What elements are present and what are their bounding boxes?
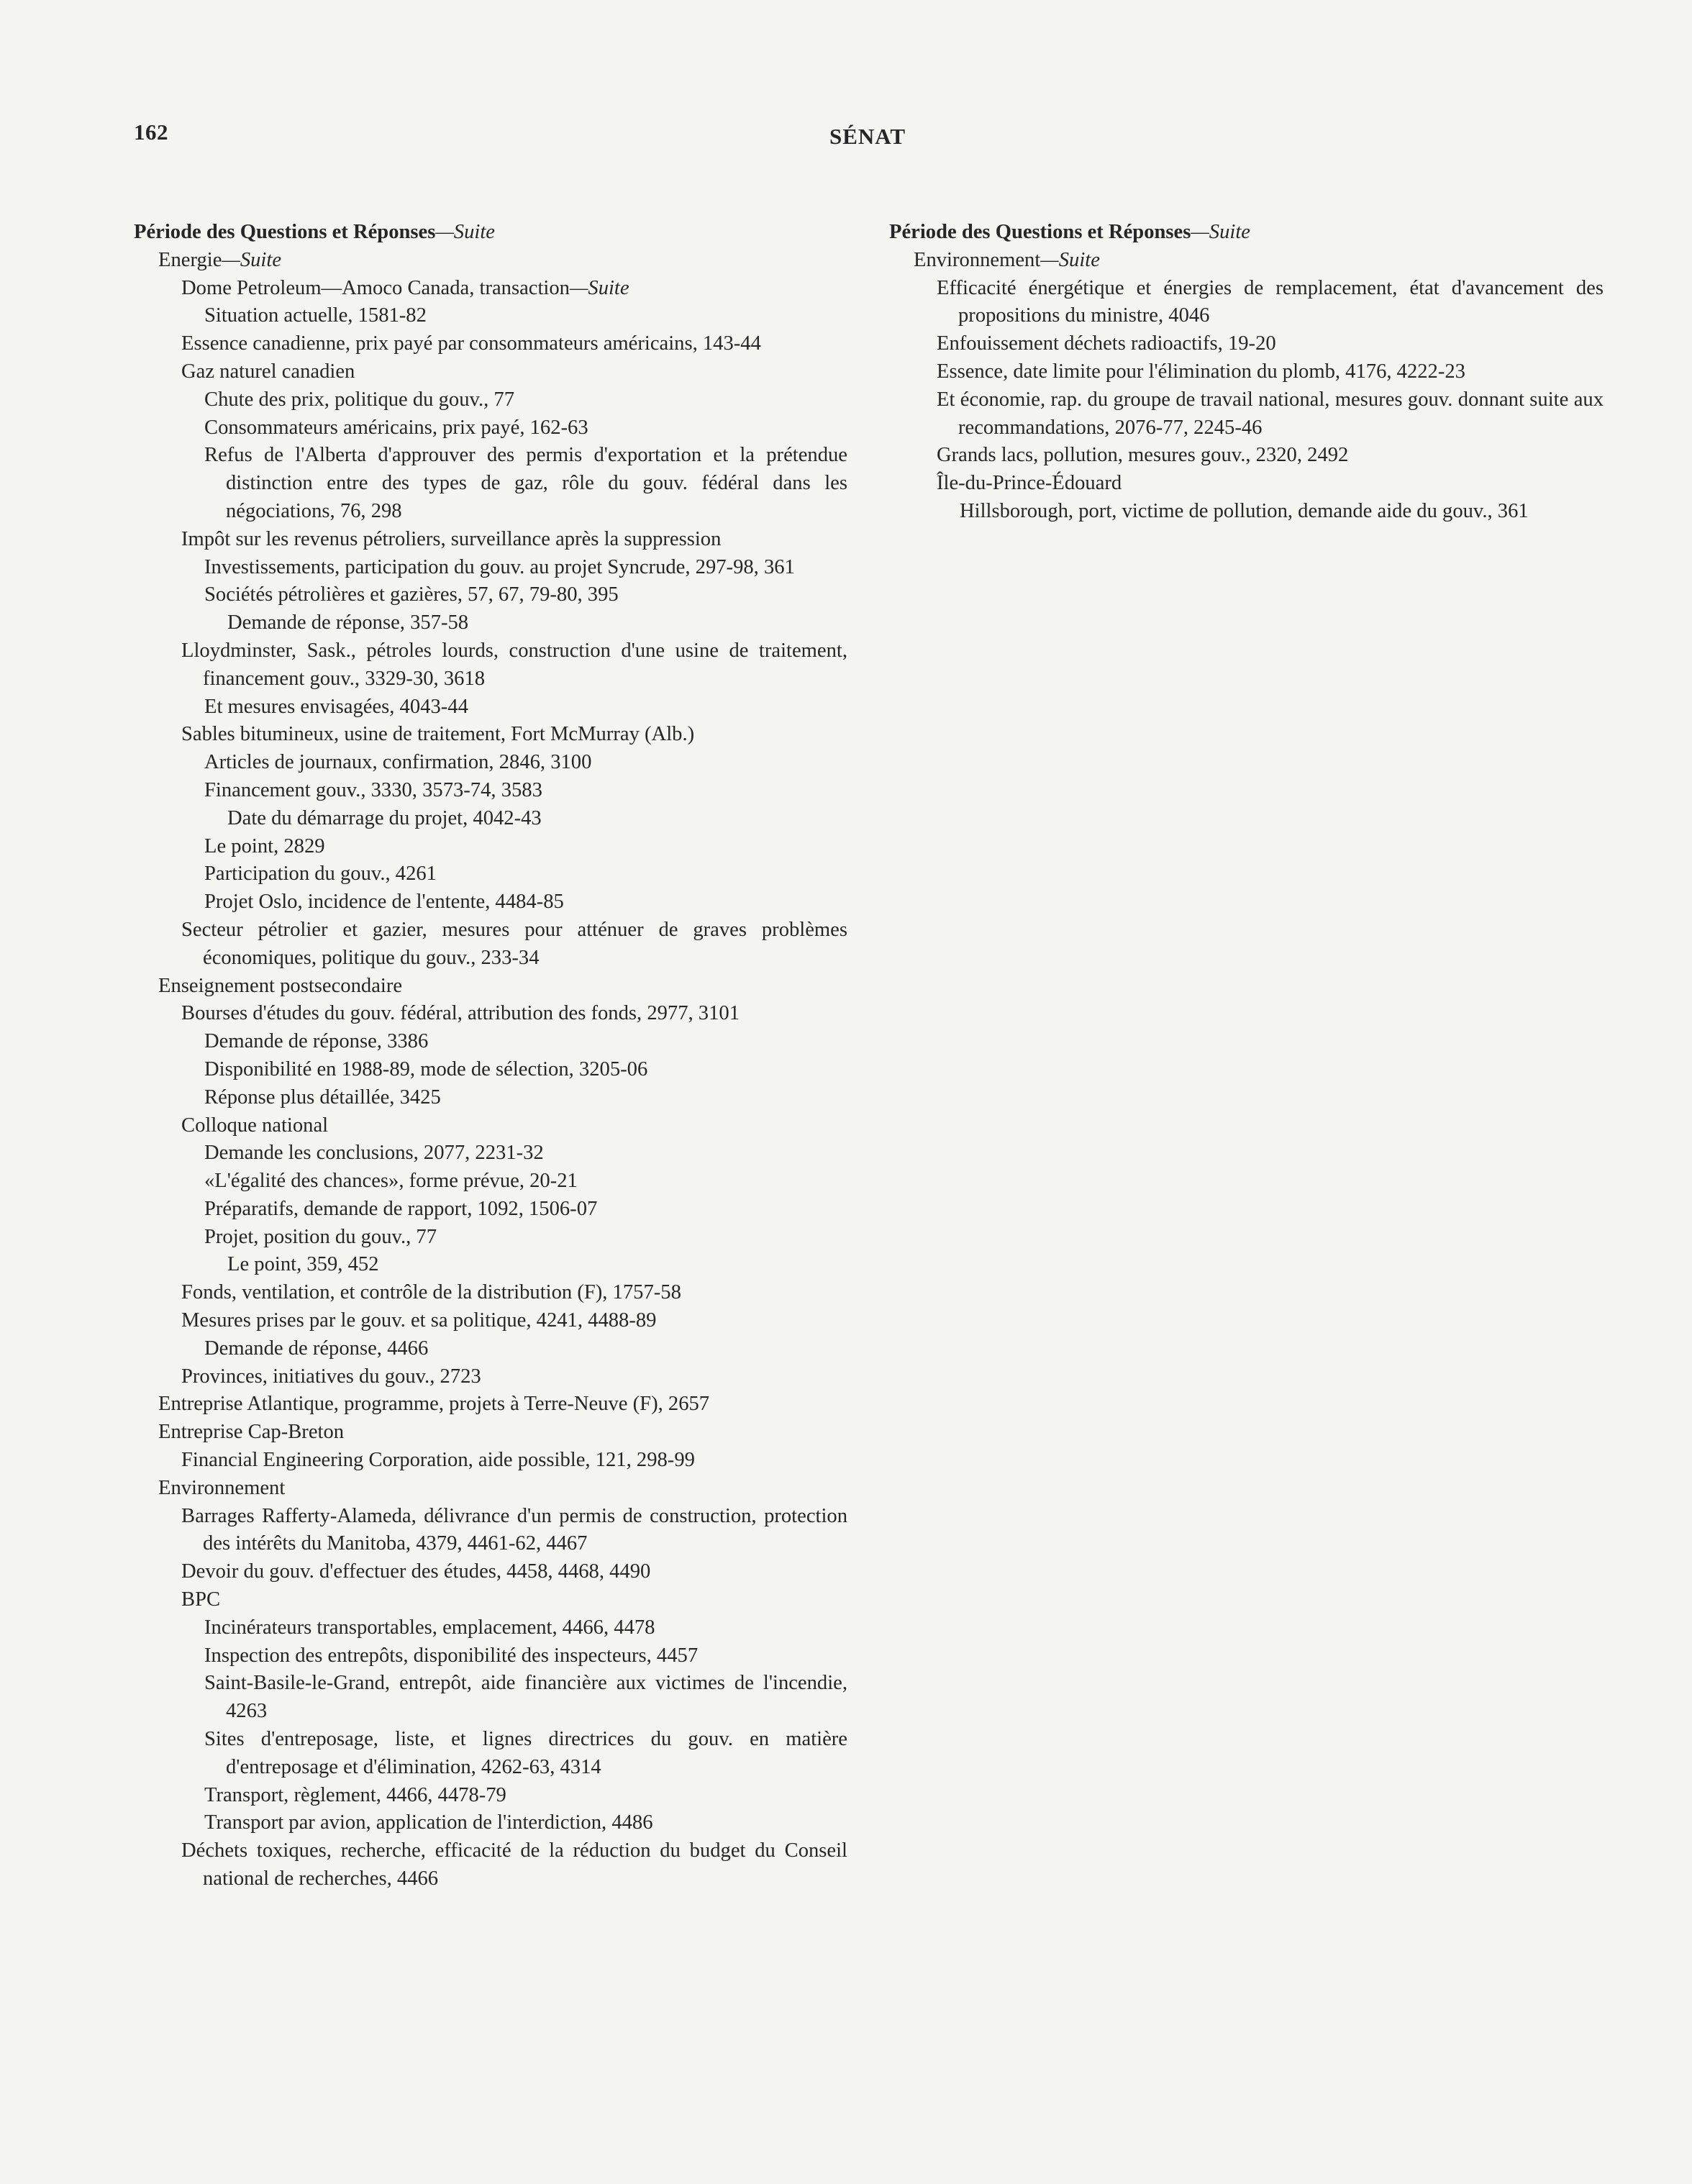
index-entry: [134, 1447, 847, 1475]
index-entry: [889, 386, 1604, 442]
index-column-left: [134, 219, 847, 1893]
index-entry: [134, 1782, 847, 1810]
index-entry: [134, 1112, 847, 1140]
index-entry: [134, 1363, 847, 1391]
index-heading: [889, 219, 1604, 247]
entry-text: Le point, 2829: [204, 834, 325, 857]
entry-text: Enfouissement déchets radioactifs, 19-20: [937, 332, 1276, 355]
entry-text: Investissements, participation du gouv. au projet Syncrude, 297-98, 361: [204, 555, 795, 578]
entry-text: Sables bitumineux, usine de traitement, Fort McMurray (Alb.): [181, 723, 695, 746]
entry-text: Déchets toxiques, recherche, efficacité de la réduction du budget du Conseil national de recherches, 4466: [181, 1839, 847, 1890]
index-entry: [889, 470, 1604, 498]
entry-text: Sites d'entreposage, liste, et lignes directrices du gouv. en matière d'entreposage et d'élimination, 4262-63, 4314: [204, 1728, 847, 1778]
entry-text: Entreprise Cap-Breton: [158, 1421, 345, 1444]
running-head: SÉNAT: [829, 124, 906, 149]
index-entry: [134, 1279, 847, 1307]
index-entry: [134, 386, 847, 414]
index-entry: [134, 1391, 847, 1419]
entry-text: Date du démarrage du projet, 4042-43: [227, 806, 542, 829]
entry-text: Bourses d'études du gouv. fédéral, attribution des fonds, 2977, 3101: [181, 1002, 740, 1025]
index-heading: [134, 219, 847, 247]
entry-text: Demande de réponse, 357-58: [227, 611, 469, 634]
index-entry: [134, 860, 847, 888]
entry-text: Sociétés pétrolières et gazières, 57, 67, 79-80, 395: [204, 583, 619, 606]
entry-text: Entreprise Atlantique, programme, projets à Terre-Neuve (F), 2657: [158, 1393, 710, 1416]
index-entry: [889, 442, 1604, 470]
entry-text: Financial Engineering Corporation, aide possible, 121, 298-99: [181, 1449, 695, 1472]
entry-text: Saint-Basile-le-Grand, entrepôt, aide financière aux victimes de l'incendie, 4263: [204, 1672, 847, 1723]
entry-text: Période des Questions et Réponses: [889, 221, 1191, 243]
entry-text: Impôt sur les revenus pétroliers, surveillance après la suppression: [181, 527, 722, 550]
index-entry: [134, 1028, 847, 1056]
index-entry: [134, 1642, 847, 1670]
index-entry: [134, 302, 847, 330]
entry-text: Essence canadienne, prix payé par consommateurs américains, 143-44: [181, 332, 761, 355]
index-entry: [134, 330, 847, 358]
index-entry: [134, 888, 847, 916]
index-entry: [134, 1614, 847, 1642]
index-entry: [134, 1670, 847, 1726]
entry-text: Devoir du gouv. d'effectuer des études, 4458, 4468, 4490: [181, 1560, 651, 1583]
index-entry: [134, 442, 847, 525]
index-entry: [134, 554, 847, 582]
entry-text: Réponse plus détaillée, 3425: [204, 1086, 441, 1109]
index-entry: [889, 275, 1604, 331]
entry-text: Gaz naturel canadien: [181, 360, 355, 383]
index-entry: [134, 1475, 847, 1503]
entry-text: Transport par avion, application de l'interdiction, 4486: [204, 1811, 653, 1834]
entry-text: Inspection des entrepôts, disponibilité des inspecteurs, 4457: [204, 1644, 699, 1667]
entry-text: Projet, position du gouv., 77: [204, 1225, 437, 1248]
index-entry: [134, 721, 847, 749]
entry-text: Chute des prix, politique du gouv., 77: [204, 388, 514, 411]
index-entry: [134, 609, 847, 637]
entry-text: Période des Questions et Réponses: [134, 221, 436, 243]
entry-text: Transport, règlement, 4466, 4478-79: [204, 1783, 506, 1806]
index-entry: [134, 1809, 847, 1837]
entry-text: Environnement: [914, 248, 1041, 271]
index-entry: [134, 1726, 847, 1782]
index-entry: [134, 1196, 847, 1224]
index-entry: [134, 1251, 847, 1279]
entry-text: Barrages Rafferty-Alameda, délivrance d'un permis de construction, protection des intérêts du Manitoba, 4379, 4461-62, 4467: [181, 1504, 847, 1555]
entry-text: Lloydminster, Sask., pétroles lourds, construction d'une usine de traitement, financement gouv., 3329-30, 3618: [181, 639, 847, 690]
index-entry: [134, 1056, 847, 1084]
entry-text: Préparatifs, demande de rapport, 1092, 1506-07: [204, 1197, 598, 1220]
index-entry: [134, 637, 847, 693]
index-entry: [134, 1084, 847, 1112]
index-entry: [134, 1000, 847, 1028]
entry-text: Demande de réponse, 3386: [204, 1030, 429, 1053]
entry-text: Refus de l'Alberta d'approuver des permis d'exportation et la prétendue distinction entre des types de gaz, rôle du gouv. fédéral dans les négociations, 76, 298: [204, 444, 847, 522]
entry-suite: —Suite: [435, 221, 495, 243]
entry-text: Articles de journaux, confirmation, 2846, 3100: [204, 751, 592, 774]
entry-text: Et mesures envisagées, 4043-44: [204, 695, 468, 718]
entry-text: Demande les conclusions, 2077, 2231-32: [204, 1142, 544, 1165]
entry-text: Essence, date limite pour l'élimination du plomb, 4176, 4222-23: [937, 360, 1465, 383]
entry-text: BPC: [181, 1588, 221, 1611]
entry-suite: —Suite: [1191, 221, 1250, 243]
entry-text: Dome Petroleum—Amoco Canada, transaction: [181, 276, 570, 299]
index-entry: [134, 1139, 847, 1168]
page-number: 162: [134, 119, 168, 145]
index-entry: [134, 833, 847, 861]
entry-text: Colloque national: [181, 1114, 329, 1137]
entry-text: Secteur pétrolier et gazier, mesures pour atténuer de graves problèmes économiques, politique du gouv., 233-34: [181, 918, 847, 969]
index-entry: [889, 358, 1604, 386]
entry-text: «L'égalité des chances», forme prévue, 20-21: [204, 1170, 578, 1193]
index-entry: [134, 414, 847, 442]
index-entry: [134, 693, 847, 722]
entry-text: Hillsborough, port, victime de pollution, demande aide du gouv., 361: [960, 499, 1529, 522]
entry-text: Provinces, initiatives du gouv., 2723: [181, 1365, 481, 1388]
index-entry: [134, 247, 847, 275]
entry-text: Energie: [158, 248, 222, 271]
index-entry: [134, 973, 847, 1001]
index-entry: [134, 275, 847, 303]
entry-text: Le point, 359, 452: [227, 1253, 379, 1276]
index-entry: [134, 1419, 847, 1447]
entry-text: Efficacité énergétique et énergies de remplacement, état d'avancement des propositions du ministre, 4046: [937, 276, 1604, 327]
entry-text: Disponibilité en 1988-89, mode de sélection, 3205-06: [204, 1057, 648, 1080]
index-entry: [134, 805, 847, 833]
index-entry: [889, 498, 1604, 526]
entry-text: Financement gouv., 3330, 3573-74, 3583: [204, 778, 542, 801]
index-entry: [134, 1586, 847, 1614]
entry-text: Île-du-Prince-Édouard: [937, 472, 1122, 495]
index-entry: [134, 777, 847, 805]
index-entry: [134, 1307, 847, 1335]
entry-text: Environnement: [158, 1476, 286, 1499]
index-entry: [134, 1335, 847, 1363]
entry-text: Demande de réponse, 4466: [204, 1337, 429, 1360]
index-entry: [889, 247, 1604, 275]
index-entry: [134, 526, 847, 554]
index-entry: [134, 749, 847, 777]
entry-suite: —Suite: [222, 248, 282, 271]
entry-text: Mesures prises par le gouv. et sa politique, 4241, 4488-89: [181, 1309, 657, 1332]
entry-text: Participation du gouv., 4261: [204, 863, 437, 886]
entry-text: Grands lacs, pollution, mesures gouv., 2320, 2492: [937, 444, 1349, 467]
index-entry: [134, 916, 847, 973]
index-entry: [889, 330, 1604, 358]
index-entry: [134, 1224, 847, 1252]
index-entry: [134, 1168, 847, 1196]
entry-text: Projet Oslo, incidence de l'entente, 4484-85: [204, 891, 564, 914]
index-entry: [134, 1837, 847, 1893]
entry-suite: —Suite: [569, 276, 629, 299]
index-entry: [134, 1558, 847, 1586]
index-column-right: [889, 219, 1604, 526]
entry-text: Fonds, ventilation, et contrôle de la distribution (F), 1757-58: [181, 1281, 681, 1304]
entry-text: Enseignement postsecondaire: [158, 974, 403, 997]
index-entry: [134, 581, 847, 609]
entry-suite: —Suite: [1040, 248, 1100, 271]
entry-text: Et économie, rap. du groupe de travail national, mesures gouv. donnant suite aux recommandations, 2076-77, 2245-46: [937, 388, 1604, 439]
index-entry: [134, 358, 847, 386]
entry-text: Situation actuelle, 1581-82: [204, 304, 427, 327]
index-entry: [134, 1503, 847, 1559]
entry-text: Consommateurs américains, prix payé, 162-63: [204, 416, 588, 439]
entry-text: Incinérateurs transportables, emplacement, 4466, 4478: [204, 1616, 655, 1639]
